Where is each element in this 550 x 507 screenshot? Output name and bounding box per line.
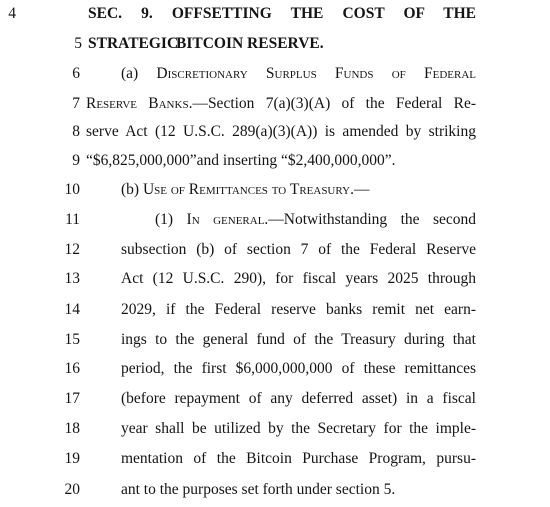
line-text — [86, 89, 476, 119]
line-text — [121, 264, 476, 294]
text-line — [0, 354, 550, 384]
line-text — [121, 354, 476, 384]
line-number: 5 — [74, 35, 82, 52]
line-text — [121, 235, 476, 265]
line-number: 17 — [64, 390, 80, 407]
text-segment: serve Act (12 U.S.C. 289(a)(3)(A)) is amended by striking — [86, 123, 476, 140]
line-text — [176, 29, 324, 59]
text-line — [0, 235, 550, 265]
text-line — [0, 59, 550, 89]
text-line — [0, 414, 550, 444]
text-segment: In general — [186, 211, 265, 228]
line-number: 11 — [65, 211, 80, 228]
text-line — [0, 117, 550, 147]
line-number: 20 — [64, 481, 80, 498]
text-line — [0, 444, 550, 474]
text-segment: ant to the purposes set forth under section 5. — [121, 481, 396, 498]
text-segment: period, the first $6,000,000,000 of these remittances — [121, 360, 476, 377]
line-number: 8 — [72, 123, 80, 140]
line-text — [121, 384, 476, 414]
text-segment: (before repayment of any deferred asset) in a fiscal — [121, 390, 476, 407]
line-text — [121, 59, 476, 89]
text-segment: (a) — [121, 65, 157, 82]
text-segment: SEC. 9. OFFSETTING THE COST OF THE STRATEGIC — [88, 5, 476, 52]
line-number: 6 — [72, 65, 80, 82]
line-text — [86, 117, 476, 147]
line-number: 12 — [64, 241, 80, 258]
text-segment: subsection (b) of section 7 of the Federal Reserve — [121, 241, 476, 258]
line-number: 9 — [72, 152, 80, 169]
text-line — [0, 205, 550, 235]
line-text — [86, 146, 396, 176]
text-line — [0, 384, 550, 414]
text-segment: BITCOIN RESERVE. — [176, 35, 324, 52]
line-number: 10 — [64, 181, 80, 198]
text-segment: (1) — [155, 211, 187, 228]
line-number: 4 — [8, 5, 16, 22]
line-number: 18 — [64, 420, 80, 437]
text-line — [0, 29, 550, 59]
text-line — [0, 475, 550, 505]
line-number: 15 — [64, 331, 80, 348]
text-segment: Reserve Banks — [86, 95, 189, 112]
text-segment: “$6,825,000,000”and inserting “$2,400,000,000”. — [86, 152, 396, 169]
text-segment: Discretionary Surplus Funds of Federal — [156, 65, 476, 82]
text-line — [0, 146, 550, 176]
text-segment: 2029, if the Federal reserve banks remit net earn- — [121, 301, 476, 318]
text-segment: (b) — [121, 181, 143, 198]
line-text — [121, 444, 476, 474]
line-number: 14 — [64, 301, 80, 318]
text-segment: .—Section 7(a)(3)(A) of the Federal Re- — [188, 95, 476, 112]
line-text — [155, 205, 476, 235]
text-line — [0, 264, 550, 294]
line-text — [121, 475, 395, 505]
text-segment: year shall be utilized by the Secretary for the imple- — [121, 420, 476, 437]
text-line — [0, 175, 550, 205]
text-segment: Use of Remittances to Treasury — [142, 181, 351, 198]
line-text — [121, 175, 369, 205]
line-text — [121, 325, 476, 355]
text-segment: ings to the general fund of the Treasury during that — [121, 331, 476, 348]
text-segment: .—Notwithstanding the second — [264, 211, 477, 228]
text-line — [0, 89, 550, 119]
line-text — [121, 414, 476, 444]
text-segment: Act (12 U.S.C. 290), for fiscal years 2025 through — [121, 270, 476, 287]
line-text — [121, 295, 476, 325]
text-line — [0, 295, 550, 325]
text-segment: .— — [350, 181, 370, 198]
line-number: 13 — [64, 270, 80, 287]
text-segment: mentation of the Bitcoin Purchase Program, pursu- — [121, 450, 476, 467]
line-number: 16 — [64, 360, 80, 377]
line-number: 19 — [64, 450, 80, 467]
line-number: 7 — [72, 95, 80, 112]
text-line — [0, 325, 550, 355]
